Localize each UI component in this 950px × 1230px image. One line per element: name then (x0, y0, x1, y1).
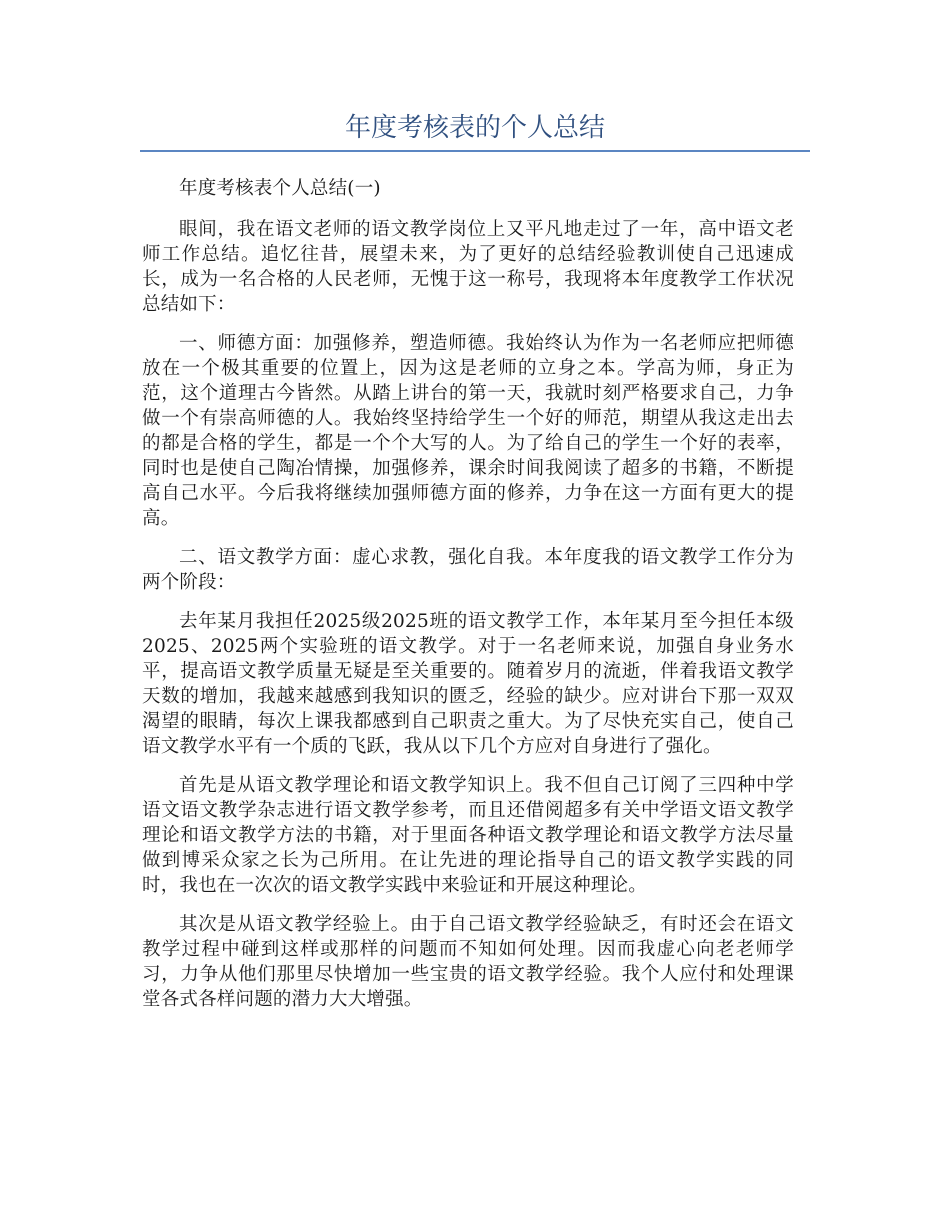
title-underline (140, 150, 810, 152)
document-body (142, 176, 794, 1026)
paragraph-experience: 其次是从语文教学经验上。由于自己语文教学经验缺乏，有时还会在语文教学过程中碰到这样或那样的问题而不知如何处理。因而我虚心向老老师学习，力争从他们那里尽快增加一些宝贵的语文教学经验。我个人应付和处理课堂各式各样问题的潜力大大增强。 (142, 914, 794, 1010)
paragraph-classes: 去年某月我担任2025级2025班的语文教学工作，本年某月至今担任本级2025、2025两个实验班的语文教学。对于一名老师来说，加强自身业务水平，提高语文教学质量无疑是至关重要的。随着岁月的流逝，伴着我语文教学天数的增加，我越来越感到我知识的匮乏，经验的缺少。应对讲台下那一双双渴望的眼睛，每次上课我都感到自己职责之重大。为了尽快充实自己，使自己语文教学水平有一个质的飞跃，我从以下几个方应对自身进行了强化。 (142, 611, 794, 757)
paragraph-intro: 眼间，我在语文老师的语文教学岗位上又平凡地走过了一年，高中语文老师工作总结。追忆往昔，展望未来，为了更好的总结经验教训使自己迅速成长，成为一名合格的人民老师，无愧于这一称号，我现将本年度教学工作状况总结如下： (142, 219, 794, 315)
section-heading: 年度考核表个人总结(一) (179, 178, 381, 199)
paragraph-teaching: 二、语文教学方面：虚心求教，强化自我。本年度我的语文教学工作分为两个阶段： (142, 547, 794, 593)
paragraph-theory: 首先是从语文教学理论和语文教学知识上。我不但自己订阅了三四种中学语文语文教学杂志进行语文教学参考，而且还借阅超多有关中学语文语文教学理论和语文教学方法的书籍，对于里面各种语文教学理论和语文教学方法尽量做到博采众家之长为己所用。在让先进的理论指导自己的语文教学实践的同时，我也在一次次的语文教学实践中来验证和开展这种理论。 (142, 775, 794, 896)
paragraph-ethics: 一、师德方面：加强修养，塑造师德。我始终认为作为一名老师应把师德放在一个极其重要的位置上，因为这是老师的立身之本。学高为师，身正为范，这个道理古今皆然。从踏上讲台的第一天，我就时刻严格要求自己，力争做一个有崇高师德的人。我始终坚持给学生一个好的师范，期望从我这走出去的都是合格的学生，都是一个个大写的人。为了给自己的学生一个好的表率，同时也是使自己陶冶情操，加强修养，课余时间我阅读了超多的书籍，不断提高自己水平。今后我将继续加强师德方面的修养，力争在这一方面有更大的提高。 (142, 333, 794, 529)
document-title: 年度考核表的个人总结 (344, 113, 605, 143)
